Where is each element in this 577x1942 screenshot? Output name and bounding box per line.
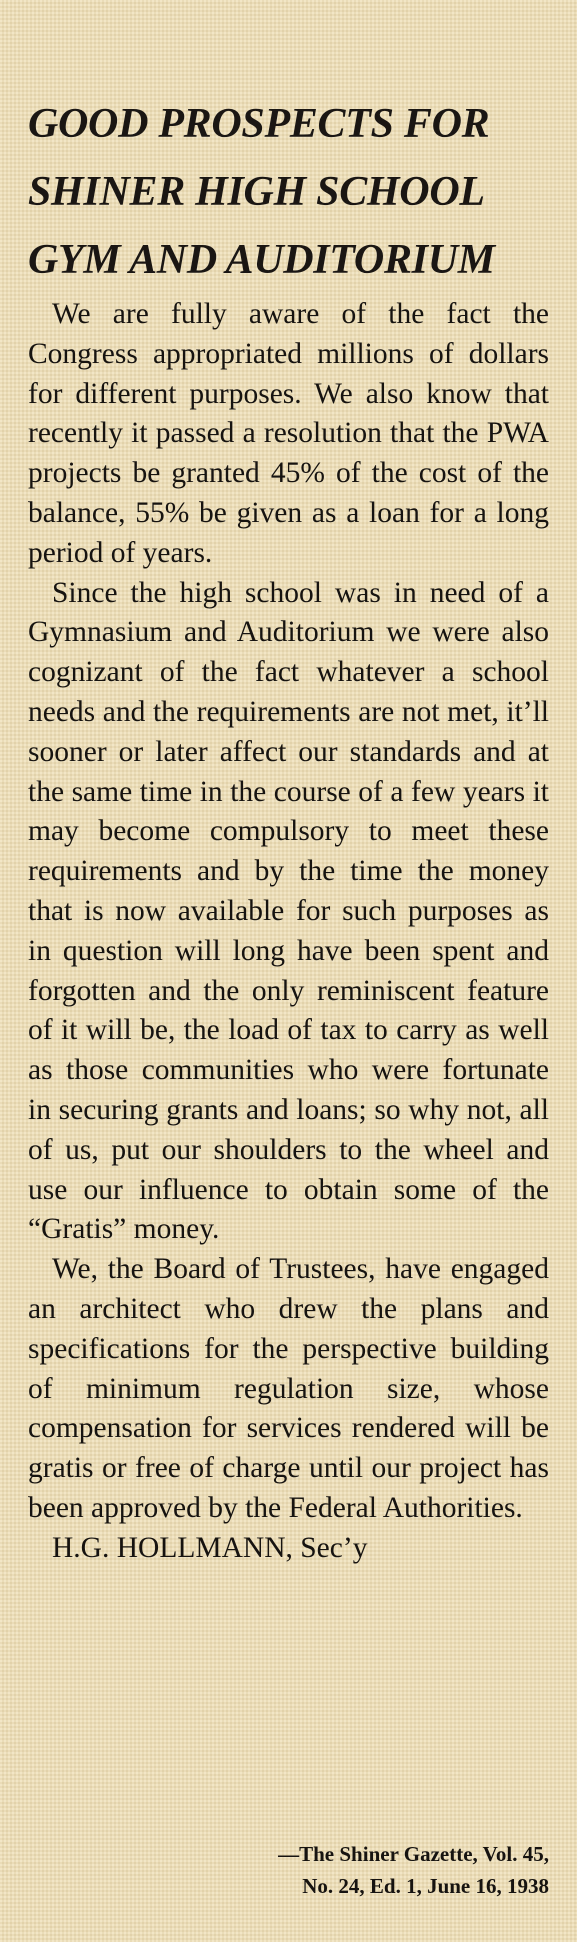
signature: H.G. HOLLMANN, Sec’y [52,1531,368,1564]
citation-line-1: —The Shiner Gazette, Vol. 45, [278,1842,549,1866]
paragraph-2: Since the high school was in need of a Gymnasium and Auditorium we were also cognizant of the fact whatever a school needs and the requirements are not met, it’ll sooner or later affect our standards and at the same time in the course of a few years it may become compulsory to meet these requirements and by the time the money that is now available for such purposes as in question will long have been spent and forgotten and the only reminiscent feature of it will be, the load of tax to carry as well as those communities who were fortunate in securing grants and loans; so why not, all of us, put our shoulders to the wheel and use our influence to obtain some of the “Gratis” money. [28,576,549,1246]
source-citation [278,1838,549,1902]
citation-line-2: No. 24, Ed. 1, June 16, 1938 [302,1874,549,1898]
article-body [28,295,549,1569]
paragraph-3: We, the Board of Trustees, have engaged an architect who drew the plans and specifications for the perspective building of minimum regulation size, whose compensation for services rendered will be gratis or free of charge until our project has been approved by the Federal Authorities. [28,1253,549,1524]
headline-line-1: GOOD PROSPECTS FOR [28,101,490,147]
paragraph-1: We are fully aware of the fact the Congress appropriated millions of dollars for different purposes. We also know that recently it passed a resolution that the PWA projects be granted 45% of the cost of the balance, 55% be given as a loan for a long period of years. [28,298,549,569]
headline-line-3: GYM AND AUDITORIUM [28,237,495,283]
headline-line-2: SHINER HIGH SCHOOL [28,169,485,215]
headline [28,90,557,294]
